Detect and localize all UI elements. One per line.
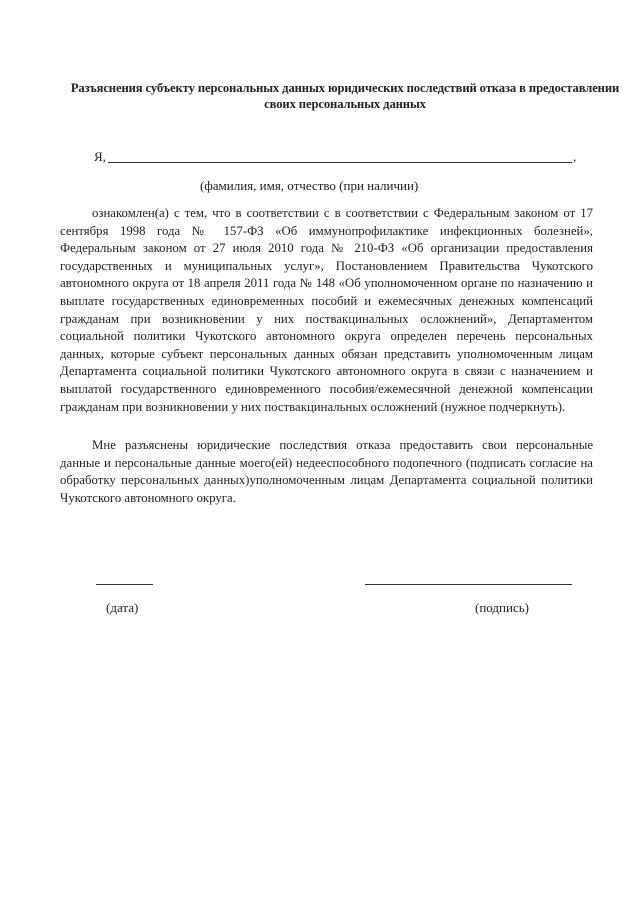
full-name-caption: (фамилия, имя, отчество (при наличии) — [200, 178, 419, 193]
name-suffix: , — [573, 149, 577, 164]
date-blank — [96, 584, 153, 585]
signature-caption: (подпись) — [475, 600, 529, 615]
consequences-paragraph: Мне разъяснены юридические последствия отказа предоставить свои персональные данные и персональные данные моего(ей) недееспособного подопечного (подписать согласие на обработку персональных данных)уполномоченным лицам Департамента социальной политики Чукотского автономного округа. — [60, 438, 593, 505]
document-title: Разъяснения субъекту персональных данных юридических последствий отказа в предоставлении своих персональных данных — [70, 81, 620, 111]
name-prefix: Я, — [94, 149, 106, 164]
full-name-blank — [108, 162, 572, 163]
acknowledgement-paragraph: ознакомлен(а) с тем, что в соответствии с в соответствии с Федеральным законом от 17 сентября 1998 года № 157-ФЗ «Об иммунопрофилактике инфекционных болезней», Федеральным законом от 27 июля 2010 года № 210-ФЗ «Об организации предоставления государственных и муниципальных услуг», Постановлением Правительства Чукотского автономного округа от 18 апреля 2011 года № 148 «Об уполномоченном органе по назначению и выплате государственных единовременных пособий и ежемесячных денежных компенсаций гражданам при возникновении у них поствакцинальных осложнений», Департаментом социальной политики Чукотского автономного округа определен перечень персональных данных, которые субъект персональных данных обязан представить уполномоченным лицам Департамента социальной политики Чукотского автономного округа в связи с назначением и выплатой государственного единовременного пособия/ежемесячной денежной компенсации гражданам при возникновении у них поствакцинальных осложнений (нужное подчеркнуть). — [60, 206, 593, 414]
date-caption: (дата) — [106, 600, 139, 615]
full-name-line — [94, 148, 584, 166]
signature-blank — [365, 584, 572, 585]
